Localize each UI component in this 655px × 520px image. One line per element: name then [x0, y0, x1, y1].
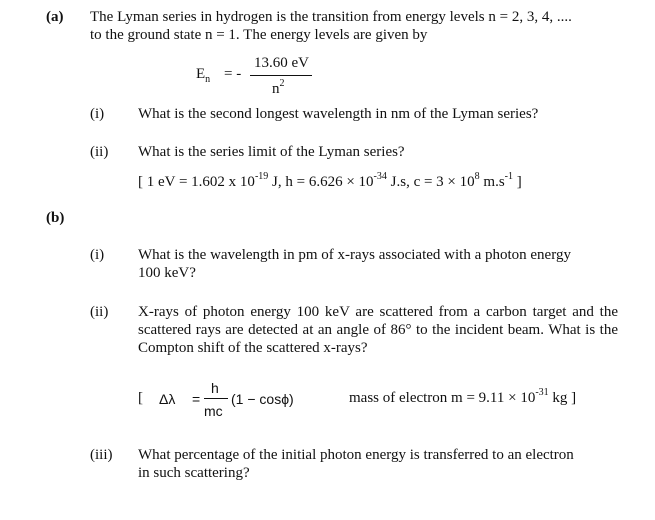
compton-term: (1 − cosϕ) [231, 391, 294, 407]
formula-equals-minus: = - [224, 66, 242, 82]
part-a-q2-text: What is the series limit of the Lyman series? [138, 144, 405, 160]
part-a-intro-line2: to the ground state n = 1. The energy levels are given by [90, 27, 428, 43]
part-a-q1-text: What is the second longest wavelength in nm of the Lyman series? [138, 106, 539, 122]
part-b-q2-text: X-rays of photon energy 100 keV are scattered from a carbon target and the scattered rays are detected at an angle of 86° to the incident beam. What is the Compton shift of the scattered x-rays? [138, 304, 618, 356]
formula-lhs: $E_n$ [196, 66, 211, 85]
part-b-q3-label: (iii) [90, 447, 113, 463]
compton-open-bracket: [ [138, 390, 143, 406]
compton-numerator: h [211, 380, 219, 396]
part-a-q2-label: (ii) [90, 144, 109, 160]
part-a-q1-label: (i) [90, 106, 105, 122]
part-a-constants: [ 1 eV = 1.602 x $10^{-19}$ J, $h = 6.626 \times 10^{-34}$ J.s, $c = 3 \times 10^8$ $m.s^{-1}$ ] [138, 171, 522, 190]
part-b-q3-line2: in such scattering? [138, 465, 250, 481]
formula-fraction-bar [250, 75, 312, 76]
electron-mass: mass of electron $m = 9.11 \times 10^{-31}$ kg ] [349, 387, 577, 406]
part-b-q1-line2: 100 keV? [138, 265, 196, 281]
compton-denominator: mc [204, 403, 223, 419]
part-b-q1-line1: What is the wavelength in pm of x-rays associated with a photon energy [138, 247, 571, 263]
formula-numerator: 13.60 eV [254, 55, 309, 71]
part-b-q3-line1: What percentage of the initial photon energy is transferred to an electron [138, 447, 574, 463]
part-b-label: (b) [46, 210, 65, 226]
part-a-label: (a) [46, 9, 64, 25]
part-b-q2-label: (ii) [90, 304, 109, 320]
part-b-q1-label: (i) [90, 247, 105, 263]
part-a-intro-line1: The Lyman series in hydrogen is the transition from energy levels n = 2, 3, 4, .... [90, 9, 572, 25]
compton-equals: = [192, 391, 201, 407]
compton-lhs: Δλ [159, 391, 176, 407]
formula-denominator: $n^2$ [272, 78, 285, 97]
compton-fraction-bar [204, 398, 228, 399]
